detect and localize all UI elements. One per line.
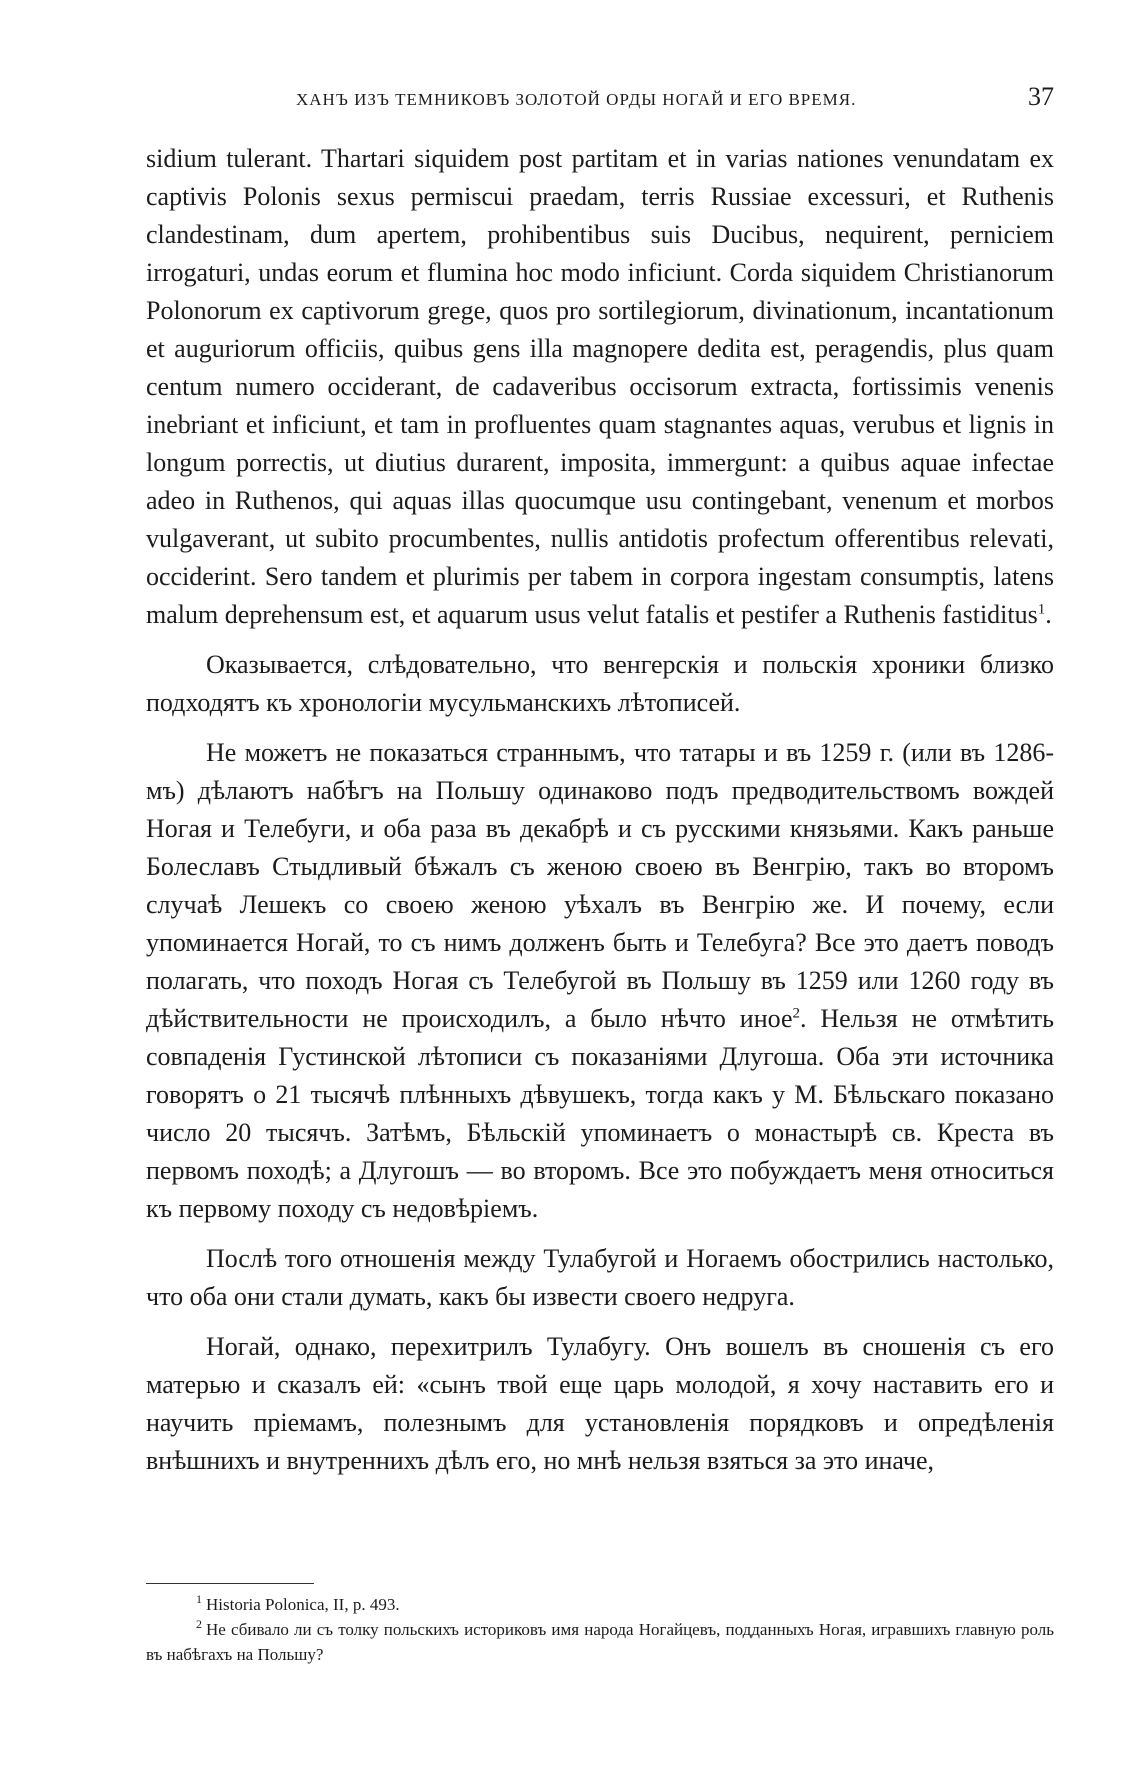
paragraph-text: Оказывается, слѣдовательно, что венгерскія и польскія хроники близко подходятъ къ хронологіи мусульманскихъ лѣтописей.	[146, 650, 1054, 717]
page-number: 37	[1028, 82, 1054, 111]
footnote-number: 1	[196, 1592, 202, 1607]
paragraph	[146, 1240, 1054, 1316]
footnotes	[146, 1592, 1054, 1667]
paragraph-tail: .	[1045, 600, 1052, 629]
paragraph-text: Послѣ того отношенія между Тулабугой и Ногаемъ обострились настолько, что оба они стали думать, какъ бы извести своего недруга.	[146, 1244, 1054, 1311]
footnote-divider	[146, 1583, 314, 1584]
footnote-ref: 2	[792, 1005, 800, 1022]
footnote	[146, 1617, 1054, 1667]
running-head	[146, 82, 1054, 118]
footnote-number: 2	[196, 1617, 202, 1632]
footnote	[146, 1592, 1054, 1617]
footnote-text: Historia Polonica, II, p. 493.	[206, 1595, 400, 1614]
paragraph	[146, 734, 1054, 1228]
paragraph-tail: . Нельзя не отмѣтить совпаденія Густинской лѣтописи съ показаніями Длугоша. Оба эти источника говорятъ о 21 тысячѣ плѣнныхъ дѣвушекъ, тогда какъ у М. Бѣльскаго показано число 20 тысячъ. Затѣмъ, Бѣльскій упоминаетъ о монастырѣ св. Креста въ первомъ походѣ; а Длугошъ — во второмъ. Все это побуждаетъ меня относиться къ первому походу съ недовѣріемъ.	[146, 1004, 1054, 1223]
footnote-text: Не сбивало ли съ толку польскихъ историковъ имя народа Ногайцевъ, подданныхъ Ногая, игравшихъ главную роль въ набѣгахъ на Польшу?	[146, 1620, 1054, 1664]
paragraph	[146, 1328, 1054, 1480]
paragraph-text: Ногай, однако, перехитрилъ Тулабугу. Онъ вошелъ въ сношенія съ его матерью и сказалъ ей: «сынъ твой еще царь молодой, я хочу наставить его и научить пріемамъ, полезнымъ для установленія порядковъ и опредѣленія внѣшнихъ и внутреннихъ дѣлъ его, но мнѣ нельзя взяться за это иначе,	[146, 1332, 1054, 1475]
paragraph-text: Не можетъ не показаться страннымъ, что татары и въ 1259 г. (или въ 1286-мъ) дѣлаютъ набѣгъ на Польшу одинаково подъ предводительствомъ вождей Ногая и Телебуги, и оба раза въ декабрѣ и съ русскими князьями. Какъ раньше Болеславъ Стыдливый бѣжалъ съ женою своею въ Венгрію, такъ во второмъ случаѣ Лешекъ со своею женою уѣхалъ въ Венгрію же. И почему, если упоминается Ногай, то съ нимъ долженъ быть и Телебуга? Все это даетъ поводъ полагать, что походъ Ногая съ Телебугой въ Польшу въ 1259 или 1260 году въ дѣйствительности не происходилъ, а было нѣчто иное	[146, 738, 1054, 1033]
running-title: ХАНЪ ИЗЪ ТЕМНИКОВЪ ЗОЛОТОЙ ОРДЫ НОГАЙ И ЕГО ВРЕМЯ.	[296, 90, 857, 109]
footnote-ref: 1	[1037, 601, 1046, 618]
paragraph-text: sidium tulerant. Thartari siquidem post partitam et in varias nationes venundatam ex captivis Polonis sexus permiscui praedam, terris Russiae excessuri, et Ruthenis clandestinam, dum apertem, prohibentibus suis Ducibus, nequirent, perniciem irrogaturi, undas eorum et flumina hoc modo inficiunt. Corda siquidem Christianorum Polonorum ex captivorum grege, quos pro sortilegiorum, divinationum, incantationum et auguriorum officiis, quibus gens illa magnopere dedita est, peragendis, plus quam centum numero occiderant, de cadaveribus occisorum extracta, fortissimis venenis inebriant et inficiunt, et tam in profluentes quam stagnantes aquas, verubus et lignis in longum porrectis, ut diutius durarent, imposita, immergunt: a quibus aquae infectae adeo in Ruthenos, qui aquas illas quocumque usu contingebant, venenum et morbos vulgaverant, ut subito procumbentes, nullis antidotis profectum offerentibus relevati, occiderint. Sero tandem et plurimis per tabem in corpora ingestam consumptis, latens malum deprehensum est, et aquarum usus velut fatalis et pestifer a Ruthenis fastiditus	[146, 144, 1054, 629]
paragraph-latin-quote	[146, 140, 1054, 634]
main-text	[146, 140, 1054, 1492]
paragraph	[146, 646, 1054, 722]
